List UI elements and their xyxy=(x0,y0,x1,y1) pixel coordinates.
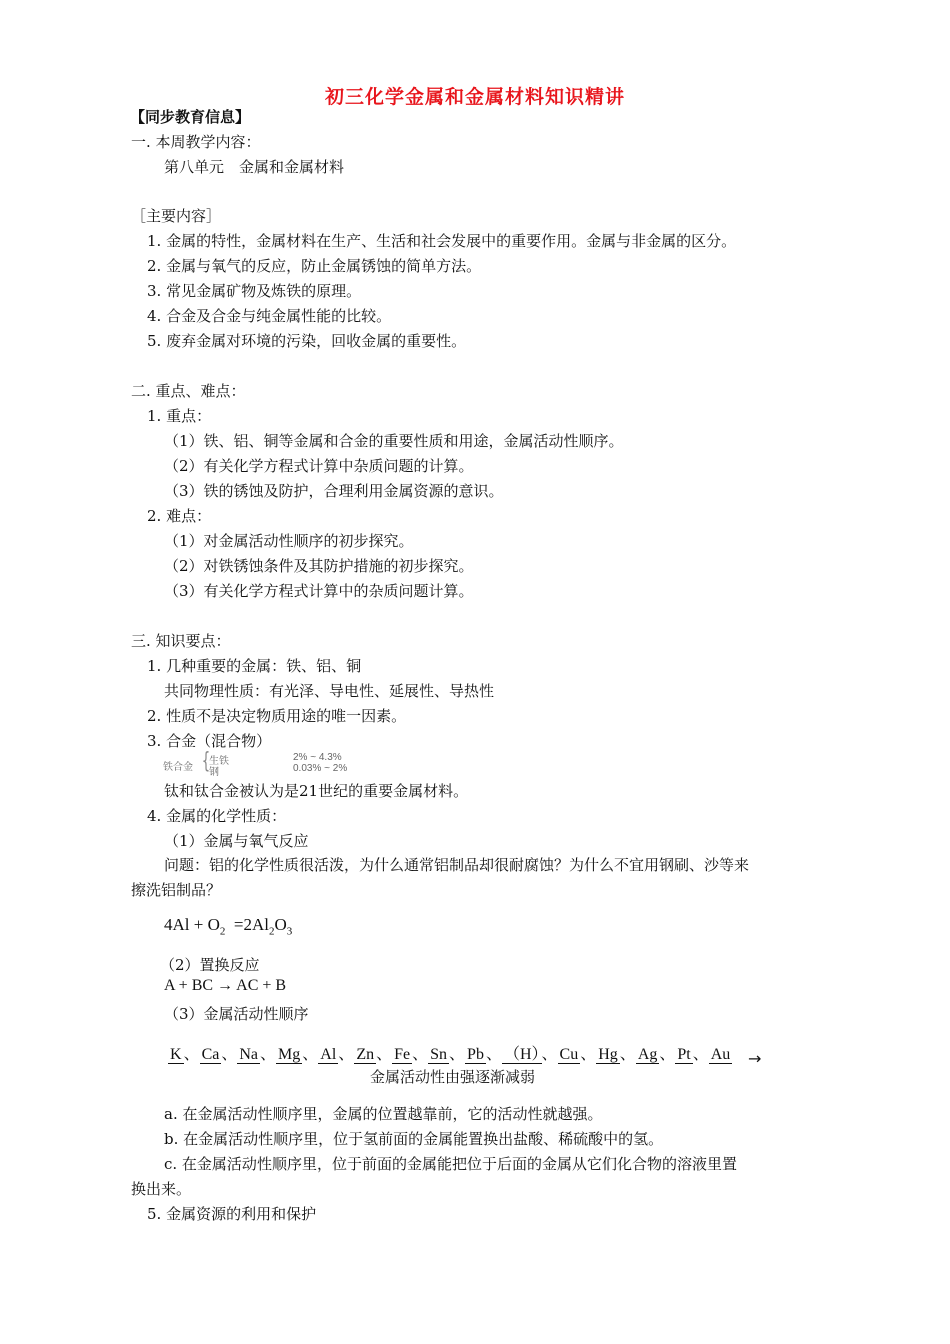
series-separator: 、 xyxy=(183,1046,200,1063)
question-text-cont: 擦洗铝制品？ xyxy=(131,881,222,899)
section-tag: 【同步教育信息】 xyxy=(130,108,251,126)
hard-point-item: （1）对金属活动性顺序的初步探究。 xyxy=(164,532,414,550)
section-1-heading: 一. 本周教学内容： xyxy=(131,133,261,151)
hard-point-item: （2）对铁锈蚀条件及其防护措施的初步探究。 xyxy=(164,557,474,575)
element-symbol: Au xyxy=(710,1046,731,1063)
element-symbol: Fe xyxy=(394,1046,411,1063)
knowledge-point-1: 1. 几种重要的金属：铁、铝、铜 xyxy=(147,657,362,675)
element-symbol: Ag xyxy=(637,1046,658,1063)
series-element xyxy=(237,1041,276,1064)
brace-icon: { xyxy=(201,749,211,774)
series-element xyxy=(558,1041,597,1064)
section-2-heading: 二. 重点、难点： xyxy=(131,382,246,400)
alloy-row-name: 生铁 xyxy=(209,756,229,767)
alloy-row-name: 钢 xyxy=(209,767,219,778)
key-point-item: （2）有关化学方程式计算中杂质问题的计算。 xyxy=(164,457,474,475)
series-element xyxy=(276,1041,318,1064)
subpoint-activity-series: （3）金属活动性顺序 xyxy=(164,1005,309,1023)
physical-properties: 共同物理性质：有光泽、导电性、延展性、导热性 xyxy=(164,682,495,700)
rule-item: a. 在金属活动性顺序里，金属的位置越靠前，它的活动性就越强。 xyxy=(164,1105,603,1123)
knowledge-point-2: 2. 性质不是决定物质用途的唯一因素。 xyxy=(147,707,407,725)
element-symbol: Pt xyxy=(677,1046,691,1063)
main-content-item: 5. 废弃金属对环境的污染，回收金属的重要性。 xyxy=(147,332,467,350)
series-element xyxy=(168,1041,200,1064)
document-title: 初三化学金属和金属材料知识精讲 xyxy=(324,86,625,108)
alloy-row-value: 2% ~ 4.3% xyxy=(293,752,342,763)
element-symbol: Sn xyxy=(430,1046,448,1063)
series-element xyxy=(465,1041,502,1064)
knowledge-point-5: 5. 金属资源的利用和保护 xyxy=(147,1205,317,1223)
element-symbol: Na xyxy=(239,1046,259,1063)
series-separator: 、 xyxy=(580,1046,597,1063)
element-symbol: Hg xyxy=(598,1046,618,1063)
series-element xyxy=(596,1041,636,1064)
series-element xyxy=(354,1041,392,1064)
series-element xyxy=(392,1041,428,1064)
element-symbol: Zn xyxy=(356,1046,375,1063)
series-element xyxy=(709,1046,733,1064)
titanium-note: 钛和钛合金被认为是21世纪的重要金属材料。 xyxy=(164,782,469,800)
knowledge-point-4: 4. 金属的化学性质： xyxy=(147,807,287,825)
rule-item-cont: 换出来。 xyxy=(131,1180,192,1198)
series-separator: 、 xyxy=(659,1046,676,1063)
equation-aluminum-oxide: $4Al + O_2 =2Al_2O_3$ xyxy=(164,915,293,938)
main-content-item: 3. 常见金属矿物及炼铁的原理。 xyxy=(147,282,362,300)
series-element xyxy=(318,1041,354,1064)
series-separator: 、 xyxy=(541,1046,558,1063)
series-separator: 、 xyxy=(449,1046,466,1063)
hard-point-item: （3）有关化学方程式计算中的杂质问题计算。 xyxy=(164,582,474,600)
series-separator: 、 xyxy=(338,1046,355,1063)
series-separator: 、 xyxy=(485,1046,502,1063)
element-symbol: Ca xyxy=(201,1046,220,1063)
unit-title: 第八单元 金属和金属材料 xyxy=(164,158,345,176)
subpoint-oxygen-reaction: （1）金属与氧气反应 xyxy=(164,832,309,850)
key-point-item: （3）铁的锈蚀及防护，合理利用金属资源的意识。 xyxy=(164,482,504,500)
series-separator: 、 xyxy=(260,1046,277,1063)
rule-item: c. 在金属活动性顺序里，位于前面的金属能把位于后面的金属从它们化合物的溶液里置 xyxy=(164,1155,737,1173)
element-symbol: Pb xyxy=(467,1046,484,1063)
series-separator: 、 xyxy=(302,1046,319,1063)
series-separator: 、 xyxy=(692,1046,709,1063)
series-element xyxy=(675,1041,708,1064)
series-caption: 金属活动性由强逐渐减弱 xyxy=(370,1068,536,1086)
key-point-item: （1）铁、铝、铜等金属和合金的重要性质和用途，金属活动性顺序。 xyxy=(164,432,624,450)
equation-displacement: A + BC → AC + B xyxy=(164,977,287,994)
element-symbol: Cu xyxy=(559,1046,579,1063)
subpoint-displacement: （2）置换反应 xyxy=(160,956,260,974)
main-content-item: 4. 合金及合金与纯金属性能的比较。 xyxy=(147,307,392,325)
series-separator: 、 xyxy=(619,1046,636,1063)
rule-item: b. 在金属活动性顺序里，位于氢前面的金属能置换出盐酸、稀硫酸中的氢。 xyxy=(164,1130,664,1148)
main-content-item: 1. 金属的特性，金属材料在生产、生活和社会发展中的重要作用。金属与非金属的区分。 xyxy=(147,232,737,250)
hard-points-heading: 2. 难点： xyxy=(147,507,212,525)
activity-series xyxy=(168,1041,732,1064)
series-element xyxy=(428,1041,465,1064)
right-arrow-icon: → xyxy=(748,1049,762,1068)
element-symbol: K xyxy=(170,1046,182,1063)
main-content-heading: ［主要内容］ xyxy=(131,207,222,225)
series-element xyxy=(502,1041,558,1064)
question-text: 问题：铝的化学性质很活泼，为什么通常铝制品却很耐腐蚀？为什么不宜用钢刷、沙等来 xyxy=(164,856,750,874)
series-element xyxy=(636,1041,676,1064)
series-element xyxy=(200,1041,238,1064)
alloy-row-value: 0.03% ~ 2% xyxy=(293,763,348,774)
series-separator: 、 xyxy=(412,1046,429,1063)
element-symbol: Al xyxy=(320,1046,337,1063)
main-content-item: 2. 金属与氧气的反应，防止金属锈蚀的简单方法。 xyxy=(147,257,482,275)
element-symbol: Mg xyxy=(278,1046,301,1063)
series-separator: 、 xyxy=(221,1046,238,1063)
section-3-heading: 三. 知识要点： xyxy=(131,632,231,650)
key-points-heading: 1. 重点： xyxy=(147,407,212,425)
alloy-label: 铁合金 xyxy=(163,762,193,773)
element-symbol: （H） xyxy=(503,1046,540,1063)
series-separator: 、 xyxy=(376,1046,393,1063)
knowledge-point-3: 3. 合金（混合物） xyxy=(147,732,272,750)
